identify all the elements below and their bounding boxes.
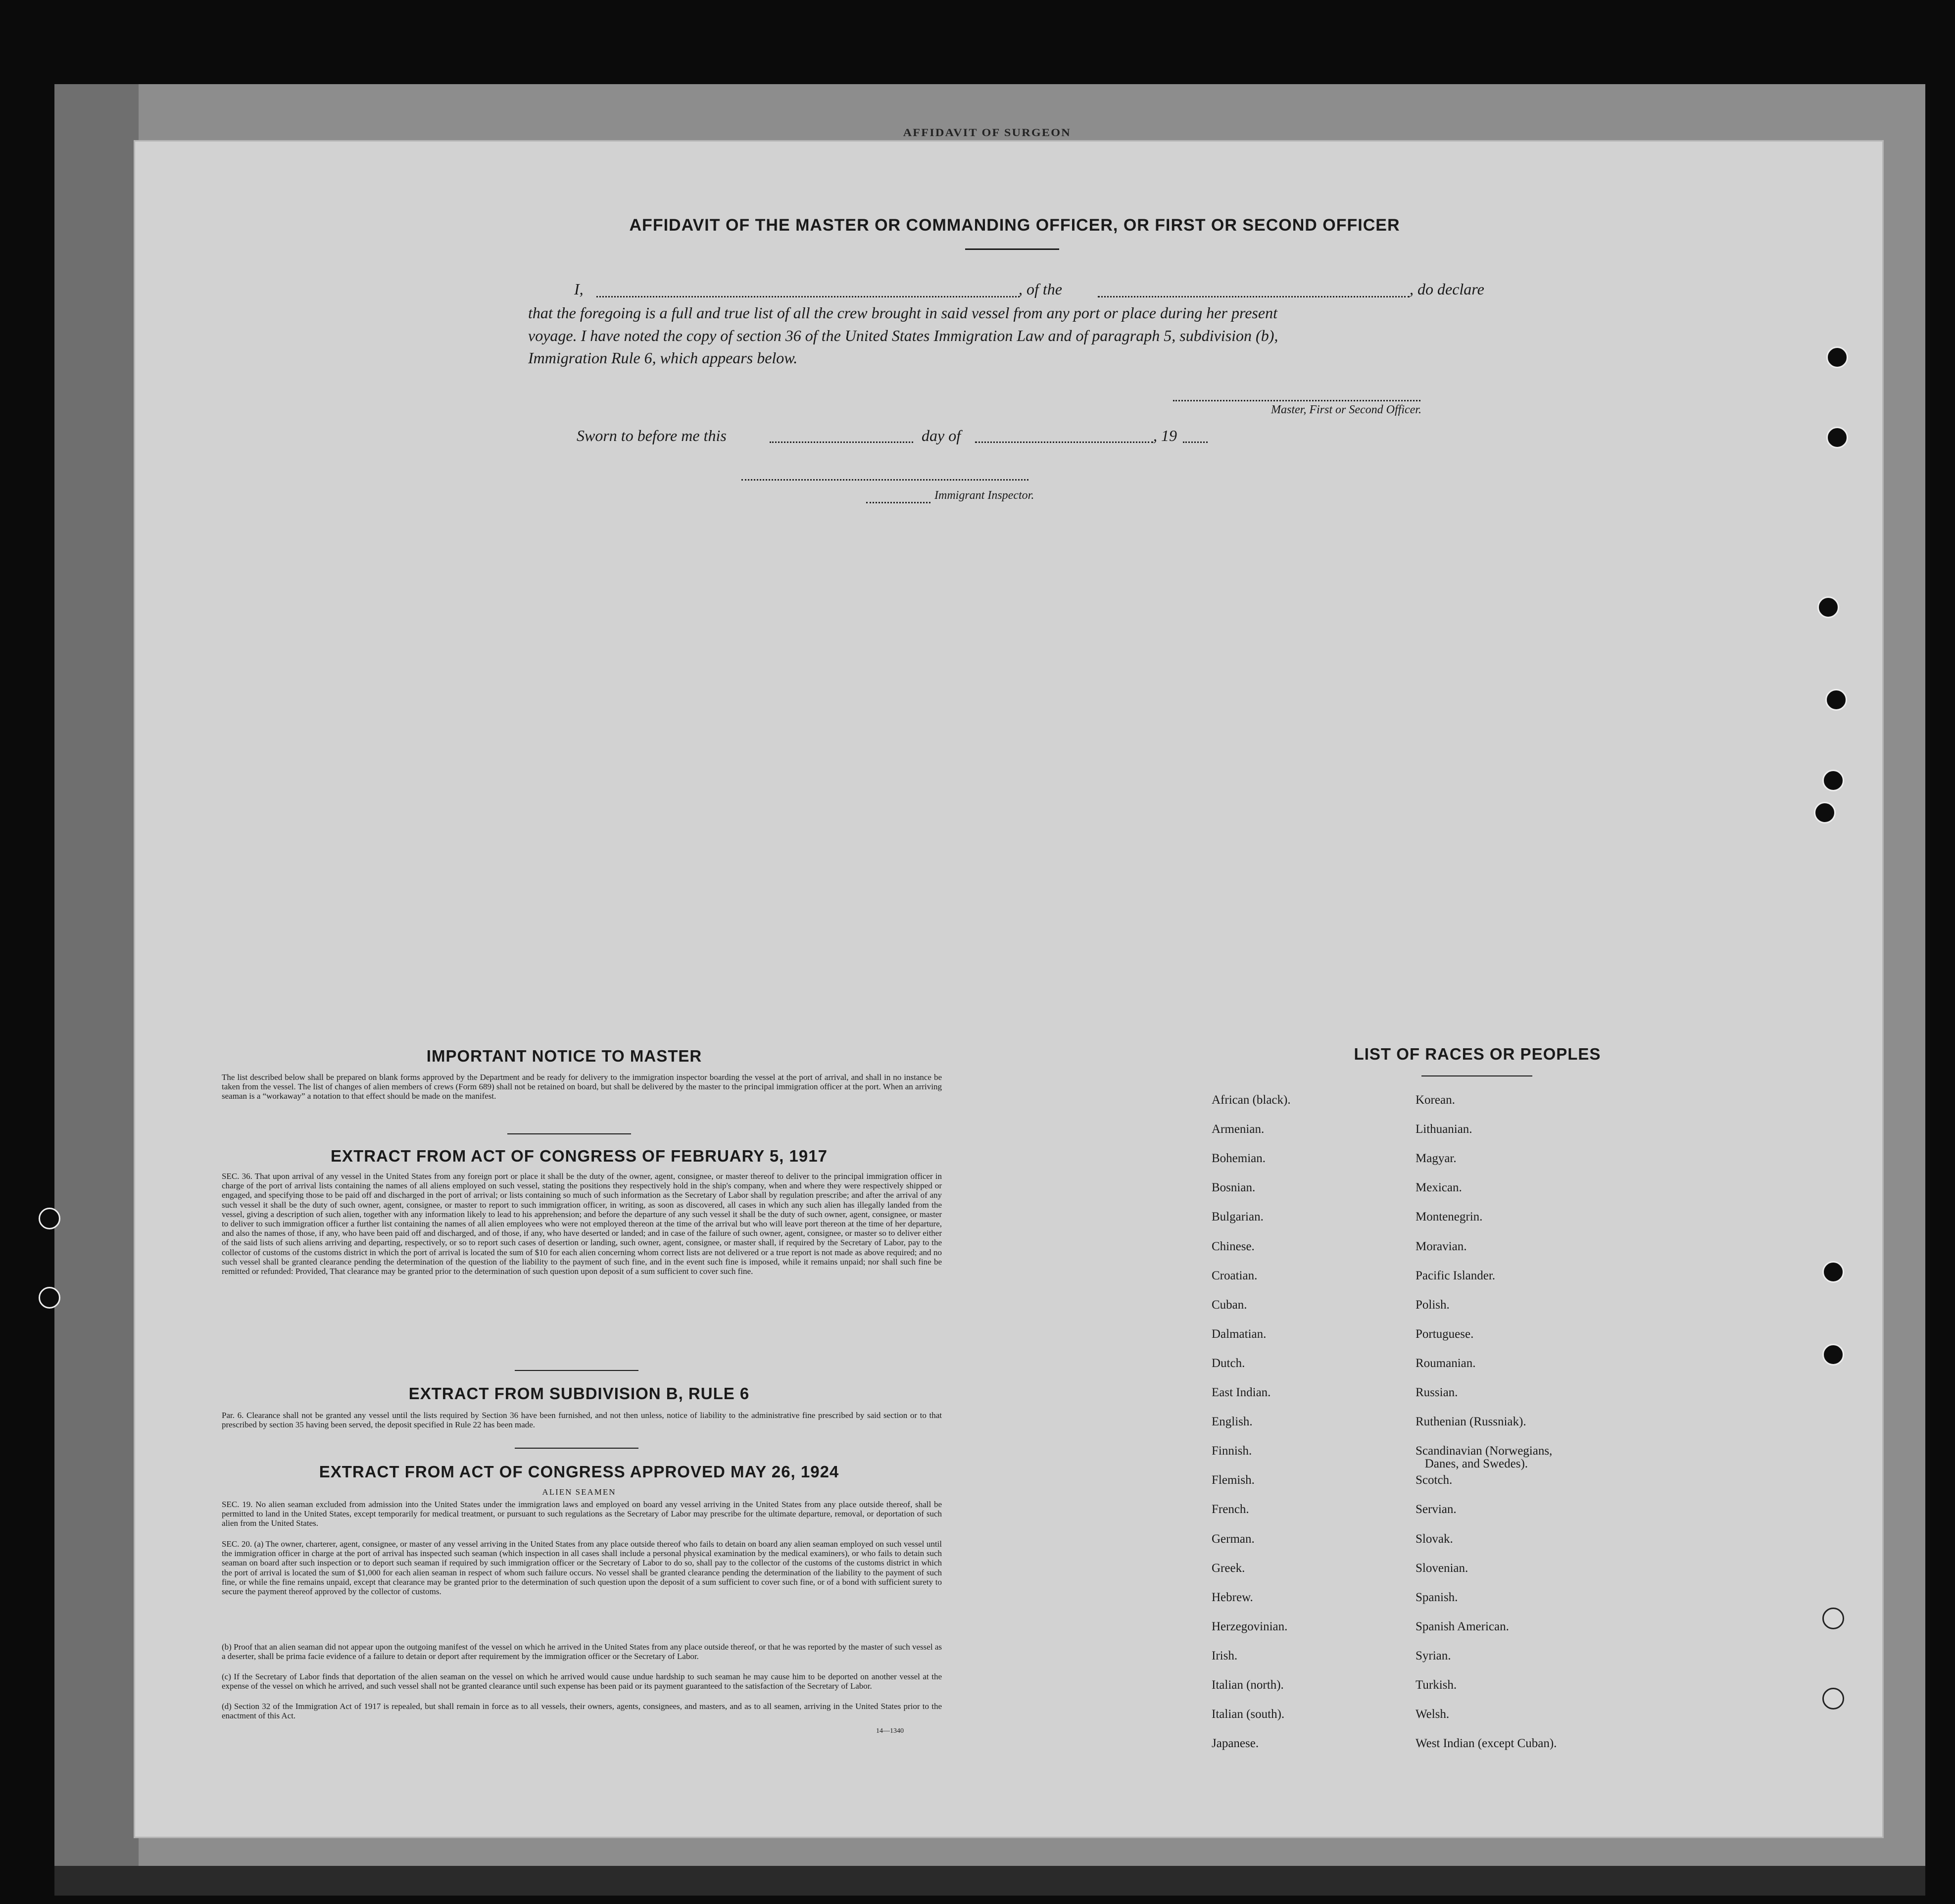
inspector-short-line [866,502,930,503]
race-item: Ruthenian (Russniak). [1416,1415,1526,1429]
race-item: Mexican. [1416,1181,1462,1195]
race-item: Herzegovinian. [1212,1619,1288,1633]
extract-rule6-text: Par. 6. Clearance shall not be granted any vessel until the lists required by Section 36 have been furnished, and not then unless, notice of liability to the administrative fine prescribed by said section or to that prescribed by section 35 having been served, the deposit specified in Rule 22 has been made. [222,1411,942,1430]
back-sheet-header: AFFIDAVIT OF SURGEON [903,126,1071,139]
inspector-blank-line[interactable] [741,479,1028,481]
name-blank-line[interactable] [596,296,1020,297]
race-item: Hebrew. [1212,1590,1253,1604]
day-of-label: day of [922,427,961,444]
race-item: Spanish American. [1416,1619,1509,1633]
race-item: Slovak. [1416,1532,1453,1546]
punch-hole [1817,596,1839,618]
extract-1924-sec20c: (c) If the Secretary of Labor finds that deportation of the alien seaman on the vessel on which he arrived would cause undue hardship to such seaman he may cause him to be deported on another vessel at the expense of the vessel on which he arrived, and such vessel shall not be granted clearance until such expense has been paid or its payment guaranteed to the satisfaction of the Secretary of Labor. [222,1672,942,1691]
extract-1924-sec20b: (b) Proof that an alien seaman did not appear upon the outgoing manifest of the vessel on which he arrived in the United States from any place outside thereof, or that he was reported by the master of such vessel as a deserter, shall be prima facie evidence of a failure to detain or deport after requirement by the immigration officer or the Secretary of Labor. [222,1642,942,1661]
races-title: LIST OF RACES OR PEOPLES [1354,1045,1601,1063]
race-item: German. [1212,1532,1255,1546]
punch-hole [1822,1608,1844,1629]
race-item: Scandinavian (Norwegians, Danes, and Swedes). [1416,1444,1553,1471]
extract-rule6-title: EXTRACT FROM SUBDIVISION B, RULE 6 [408,1384,750,1403]
affidavit-title: AFFIDAVIT OF THE MASTER OR COMMANDING OFFICER, OR FIRST OR SECOND OFFICER [629,216,1400,235]
race-item: Montenegrin. [1416,1210,1483,1224]
race-item: French. [1212,1503,1249,1516]
inspector-label: Immigrant Inspector. [934,489,1034,502]
race-item: Korean. [1416,1093,1455,1107]
punch-hole [1826,346,1848,368]
affidavit-line2: that the foregoing is a full and true list of all the crew brought in said vessel from any port or place during her present [528,304,1277,322]
affidavit-line4: Immigration Rule 6, which appears below. [528,349,798,367]
race-item: Dalmatian. [1212,1327,1267,1341]
punch-hole [39,1287,60,1309]
race-item: Bosnian. [1212,1181,1256,1195]
race-item: Welsh. [1416,1708,1450,1721]
race-item: Turkish. [1416,1678,1457,1692]
form-number: 14—1340 [876,1727,904,1735]
extract-1924-subtitle: ALIEN SEAMEN [542,1487,616,1497]
race-item: Flemish. [1212,1473,1255,1487]
punch-hole [1825,689,1847,711]
scan-bottom-strip [54,1866,1925,1896]
punch-hole [1822,1261,1844,1283]
affidavit-i-label: I, [574,280,584,298]
race-item: Magyar. [1416,1152,1457,1166]
punch-hole [1814,802,1836,824]
race-item: Italian (north). [1212,1678,1284,1692]
punch-hole [1826,427,1848,448]
sworn-label: Sworn to before me this [577,427,727,444]
races-title-rule [1421,1075,1532,1076]
extract-1924-title: EXTRACT FROM ACT OF CONGRESS APPROVED MAY 26, 1924 [319,1463,839,1481]
notice-title: IMPORTANT NOTICE TO MASTER [426,1047,702,1065]
race-item: Bulgarian. [1212,1210,1264,1224]
extract-1917-rule [515,1370,638,1371]
race-item: Scotch. [1416,1473,1453,1487]
race-item: Portuguese. [1416,1327,1474,1341]
affidavit-line3: voyage. I have noted the copy of section 36 of the United States Immigration Law and of paragraph 5, subdivision (b), [528,327,1278,344]
race-item: African (black). [1212,1093,1291,1107]
race-item: Bohemian. [1212,1152,1266,1166]
affidavit-title-rule [965,248,1059,250]
extract-1924-sec20d: (d) Section 32 of the Immigration Act of 1917 is repealed, but shall remain in force as to all vessels, their owners, agents, consignees, and masters, and as to all seamen, arriving in the United States prior to the enactment of this Act. [222,1702,942,1721]
race-item: Greek. [1212,1561,1245,1575]
punch-hole [1822,1344,1844,1366]
race-item: Roumanian. [1416,1356,1476,1370]
race-item: Finnish. [1212,1444,1252,1458]
extract-1917-text: SEC. 36. That upon arrival of any vessel in the United States from any foreign port or place it shall be the duty of the owner, agent, consignee, or master thereof to deliver to the principal immigration officer in charge of the port of arrival lists containing the names of all aliens employed on such vessel, stating the positions they respectively hold in the ship's company, when and where they were respectively shipped or engaged, and specifying those to be paid off and discharged in the port of arrival; or lists containing so much of such information as the Secretary of Labor shall by regulation prescribe; and after the arrival of any such vessel it shall be the duty of such owner, agent, consignee, or master to report to such immigration officer, in writing, as soon as discovered, all cases in which any such alien has illegally landed from the vessel, giving a description of such alien, together with any information likely to lead to his apprehension; and before the departure of any such vessel it shall be the duty of such owner, agent, consignee, or master to deliver to such immigration officer a further list containing the names of all alien employees who were not employed thereon at the time of the arrival but who will leave port thereon at the time of her departure, and also the names of those, if any, who have been paid off and discharged, and of those, if any, who have deserted or landed; and in case of the failure of such owner, agent, consignee, or master so to deliver either of the said lists of such aliens arriving and departing, respectively, or so to report such cases of desertion or landing, such owner, agent, consignee, or master shall, if required by the Secretary of Labor, pay to the collector of customs of the customs district in which the port of arrival is located the sum of $10 for each alien concerning whom correct lists are not delivered or a true report is not made as above required; and no such vessel shall be granted clearance pending the determination of the question of the liability to the payment of such fine, and in the event such fine is imposed, while it remains unpaid; nor shall such fine be remitted or refunded: Provided, That clearance may be granted prior to the determination of such question upon deposit of a sum sufficient to cover such fine. [222,1172,942,1276]
race-item: Spanish. [1416,1590,1458,1604]
race-item: Moravian. [1416,1239,1467,1253]
year-label: , 19 [1153,427,1177,444]
notice-rule [507,1133,631,1134]
race-item: Japanese. [1212,1737,1259,1751]
sworn-day-blank-line[interactable] [770,441,913,443]
race-item: Russian. [1416,1386,1458,1399]
affidavit-of-the-label: , of the [1019,280,1062,298]
race-item: East Indian. [1212,1386,1271,1399]
vessel-blank-line[interactable] [1098,296,1410,297]
race-item: Armenian. [1212,1123,1265,1136]
race-item: West Indian (except Cuban). [1416,1737,1557,1751]
affidavit-declare-label: , do declare [1410,280,1484,298]
race-item: Polish. [1416,1298,1450,1312]
punch-hole [39,1208,60,1229]
race-item: Irish. [1212,1649,1238,1662]
race-item: Syrian. [1416,1649,1451,1662]
extract-rule6-rule [515,1448,638,1449]
extract-1924-sec20a: SEC. 20. (a) The owner, charterer, agent, consignee, or master of any vessel arriving in the United States from any place outside thereof who fails to detain on board any alien seaman employed on such vessel until the immigration officer in charge at the port of arrival has inspected such seaman (which inspection in all cases shall include a personal physical examination by the medical examiners), or who fails to detain such seaman on board after such inspection or to deport such seaman if required by such immigration officer or the Secretary of Labor to do so, shall pay to the collector of the customs of the customs district in which the port of arrival is located the sum of $1,000 for each alien seaman in respect of whom such failure occurs. No vessel shall be granted clearance pending the determination of the liability to the payment of such fine, or while the fine remains unpaid, except that clearance may be granted prior to the determination of such question upon the deposit of a sum sufficient to cover such fine, or of a bond with sufficient surety to secure the payment thereof approved by the collector of customs. [222,1539,942,1597]
sworn-month-blank-line[interactable] [975,441,1153,443]
sworn-year-blank-line[interactable] [1183,441,1208,443]
race-item: Slovenian. [1416,1561,1468,1575]
race-item: Servian. [1416,1503,1457,1516]
race-item: Croatian. [1212,1269,1258,1282]
race-item: Cuban. [1212,1298,1247,1312]
signature-blank-line[interactable] [1173,400,1420,401]
race-item: Lithuanian. [1416,1123,1472,1136]
extract-1924-sec19: SEC. 19. No alien seaman excluded from admission into the United States under the immigration laws and employed on board any vessel arriving in the United States from any place outside thereof, shall be permitted to land in the United States, except temporarily for medical treatment, or pursuant to such regulations as the Secretary of Labor may prescribe for the ultimate departure, removal, or deportation of such alien from the United States. [222,1500,942,1528]
race-item: Dutch. [1212,1356,1245,1370]
punch-hole [1822,1688,1844,1709]
race-item: English. [1212,1415,1253,1429]
extract-1917-title: EXTRACT FROM ACT OF CONGRESS OF FEBRUARY 5, 1917 [331,1147,828,1165]
race-item: Chinese. [1212,1239,1255,1253]
signature-label: Master, First or Second Officer. [1271,403,1421,416]
back-sheet-edge [54,84,139,1866]
notice-text: The list described below shall be prepared on blank forms approved by the Department and be ready for delivery to the immigration inspector boarding the vessel at the port of arrival, and shall in no instance be taken from the vessel. The list of changes of alien members of crews (Form 689) shall not be retained on board, but shall be delivered by the master to the principal immigration officer at the port. When an arriving seaman is a “workaway” a notation to that effect should be made on the manifest. [222,1073,942,1101]
race-item: Pacific Islander. [1416,1269,1496,1282]
punch-hole [1822,770,1844,791]
race-item: Italian (south). [1212,1708,1285,1721]
